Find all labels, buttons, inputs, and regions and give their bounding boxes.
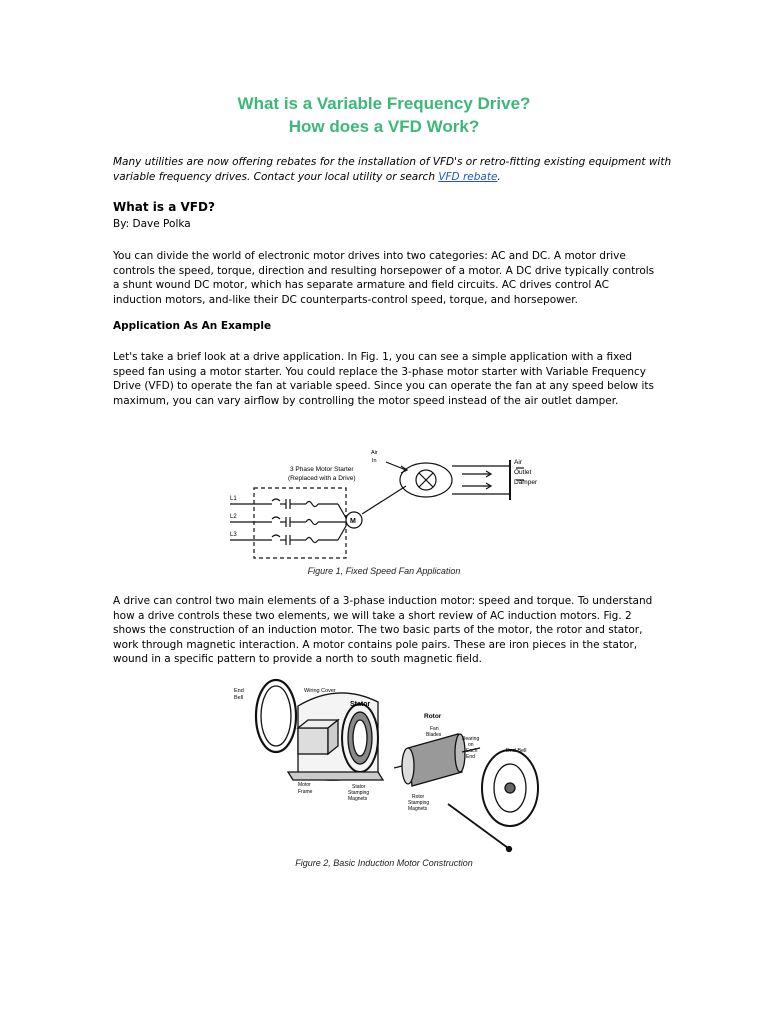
- author-byline: By: Dave Polka: [113, 218, 191, 230]
- stator-label: Stator: [350, 701, 371, 708]
- vfd-rebate-link[interactable]: VFD rebate: [438, 171, 498, 183]
- outlet-label-3: Damper: [514, 479, 538, 486]
- figure-1-diagram: [228, 446, 558, 564]
- air-in-label-2: In: [372, 458, 377, 464]
- bearing-label-2: on: [468, 742, 474, 748]
- outlet-label-2: Outlet: [514, 469, 532, 476]
- paragraph-drive-categories: You can divide the world of electronic motor drives into two categories: AC and DC. A motor drive controls the speed, torque, direction and resulting horsepower of a motor. A DC drive typically controls a shunt wound DC motor, which has separate armature and field circuits. AC drives control AC induction motors, and-like their DC counterparts-control speed, torque, and horsepower.: [113, 250, 655, 306]
- starter-label-2: (Replaced with a Drive): [288, 475, 356, 482]
- motor-label: M: [350, 518, 356, 525]
- end-bell-right-label: End Bell: [506, 748, 527, 754]
- starter-label-1: 3 Phase Motor Starter: [290, 466, 354, 473]
- paragraph-motor-elements: A drive can control two main elements of a 3-phase induction motor: speed and torque. To understand how a drive controls these two elements, we will take a short review of AC induction motors. Fig. 2 shows the construction of an induction motor. The two basic parts of the motor, the rotor and stator, work through magnetic interaction. A motor contains pole pairs. These are iron pieces in the stator, wound in a specific pattern to provide a north to south magnetic field.: [113, 595, 653, 666]
- intro-paragraph: [113, 155, 673, 185]
- air-in-label-1: Air: [371, 450, 378, 456]
- rotor-lam-label-2: Stamping: [408, 800, 430, 806]
- intro-text: Many utilities are now offering rebates for the installation of VFD's or retro-fitting existing equipment with variable frequency drives. Contact your local utility or search: [113, 156, 672, 183]
- end-bell-left: [256, 680, 296, 752]
- end-bell-left-label-2: Bell: [234, 695, 244, 701]
- stator-lam-label-1: Stator: [352, 784, 366, 790]
- motor-frame-label-2: Frame: [298, 789, 313, 795]
- subheading-application: Application As An Example: [113, 320, 272, 332]
- page-title-line-2: How does a VFD Work?: [288, 117, 480, 136]
- stator-lam-label-3: Magnets: [348, 796, 368, 802]
- line-1-label: L1: [230, 496, 237, 502]
- paragraph-application: Let's take a brief look at a drive application. In Fig. 1, you can see a simple application with a fixed speed fan using a motor starter. You could replace the 3-phase motor starter with Variable Frequency Drive (VFD) to operate the fan at variable speed. Since you can operate the fan at any speed below its maximum, you can vary airflow by controlling the motor speed instead of the air outlet damper.: [113, 351, 654, 407]
- section-heading: What is a VFD?: [113, 200, 215, 214]
- rotor-label: Rotor: [424, 713, 442, 720]
- motor-frame-label-1: Motor: [298, 782, 311, 788]
- fan-blades-label-2: Blades: [426, 732, 442, 738]
- fan-blades-label-1: Fan: [430, 726, 439, 732]
- stator-lam-label-2: Stamping: [348, 790, 370, 796]
- wiring-cover-label: Wiring Cover: [304, 688, 336, 694]
- bearing-label-4: End: [466, 754, 475, 760]
- bearing-label-3: Each: [466, 748, 478, 754]
- figure-2-caption: Figure 2, Basic Induction Motor Construction: [295, 858, 473, 868]
- page-title-line-1: What is a Variable Frequency Drive?: [237, 94, 531, 113]
- starter-dashed-box: [254, 488, 346, 558]
- figure-2-diagram: [228, 676, 548, 856]
- bearing-label-1: Bearing: [462, 736, 480, 742]
- outlet-label-1: Air: [514, 459, 522, 466]
- rotor-lam-label-1: Rotor: [412, 794, 425, 800]
- end-bell-left-label-1: End: [234, 688, 244, 694]
- line-3-label: L3: [230, 532, 237, 538]
- line-2-label: L2: [230, 514, 237, 520]
- rotor-lam-label-3: Magnets: [408, 806, 428, 812]
- intro-end: .: [497, 171, 501, 183]
- figure-1-caption: Figure 1, Fixed Speed Fan Application: [307, 566, 461, 576]
